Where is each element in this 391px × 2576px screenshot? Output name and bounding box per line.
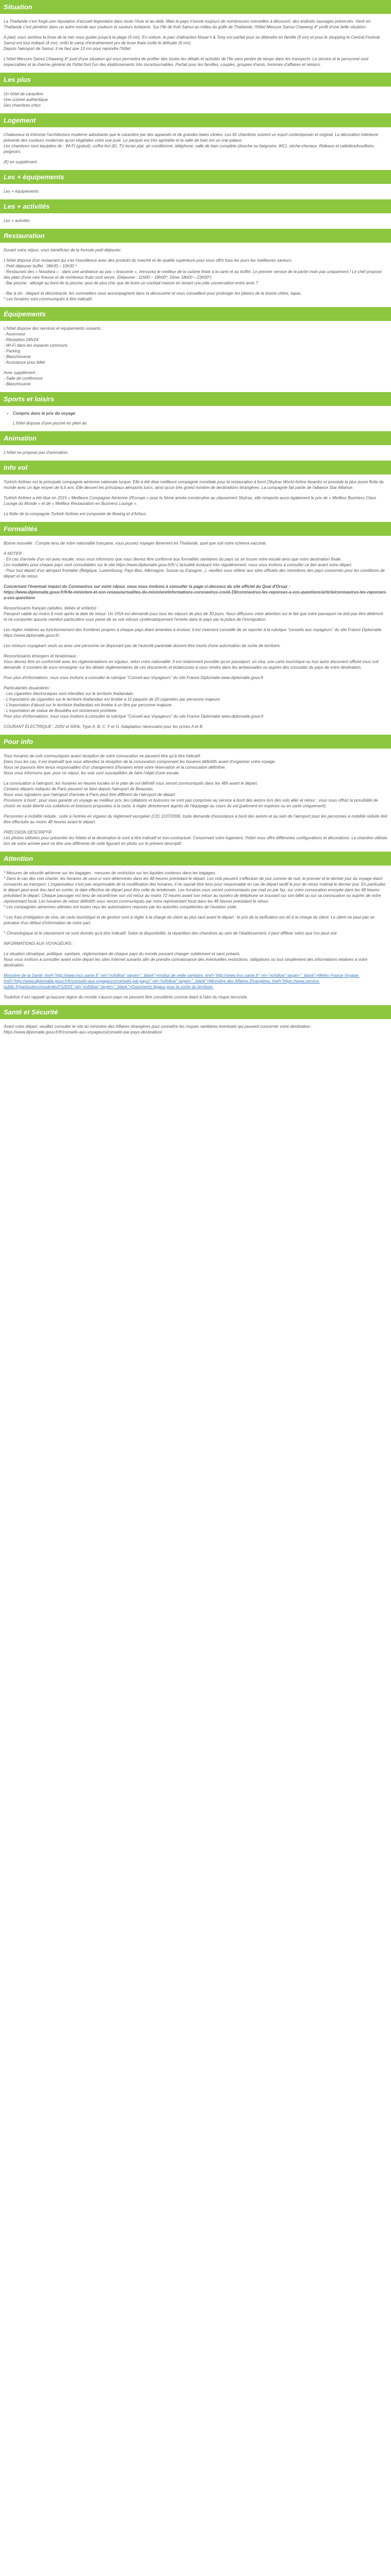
plus-items: Un hôtel de caractère Une cuisine authentique Des chambres chics — [4, 92, 48, 108]
formalites-paragraph-6: Les mineurs voyageant seuls ou avec une personne ne disposant pas de l'autorité parentale doivent être munis d'une autorisation de sortie de territoire. — [4, 643, 281, 648]
section-header-equipements: Équipements — [0, 307, 391, 321]
section-header-restauration: Restauration — [0, 229, 391, 243]
formalites-paragraph-1: Bonne nouvelle : Compte tenu de votre nationalité française, vous pouvez voyager librement en Thaïlande, quel que soit votre schéma vaccinal. — [4, 541, 267, 546]
section-body-restauration — [0, 243, 391, 307]
section-body-animation — [0, 445, 391, 461]
section-header-attention: Attention — [0, 852, 391, 866]
equipements-paragraph-1: L'hôtel dispose des services et équipements suivants : - Ascenseur - Réception 24h/24 - Wi-Fi dans les espaces communs - Parking - Blanchisserie - Assistance pour billet — [4, 326, 103, 365]
section-header-animation: Animation — [0, 431, 391, 445]
attention-paragraph-1: * Mesures de sécurité aérienne sur les bagages : mesures de restriction sur les liquides contenus dans les bagages. * Dans le cas des vols charter, les horaires de ceux-ci sont déterminés dans les 48 heures précédant le départ. Les vols peuvent s'effectuer de jour comme de nuit, le premier et le dernier jour du voyage étant consacrés au transport. L'organisateur n'est pas responsable de la modification des horaires, il ne saurait être tenu pour responsable en cas de départ tardif le jour de retour matinal le dernier jour. En particulier, le départ peut avoir lieu tard en soirée, la date effective de départ peut être celle du lendemain. Les horaires vous seront communiqués par mail ou par fax, sur votre convocation envoyée dans les 48 heures précédant le départ. Chaque passager est tenu de reconfirmer son vol retour au moins 72 heures avant son retour au numéro de téléphone se trouvant sur son billet ou sur sa convocation ou auprès de notre représentant local. Les horaires de retour définitifs vous seront communiqués par notre représentant local dans les 48 heures précédant le retour. * Les compagnies aériennes utilisées ont toutes reçu les autorisations requises par les autorités compétentes de l'aviation civile. — [4, 871, 386, 909]
vol-paragraph-3: La flotte de la compagnie Turkish Airlines est composée de Boeing et d'Airbus. — [4, 512, 147, 516]
pourinfo-paragraph-1: Tous horaires de vols communiqués avant réception de votre convocation ne peuvent être qu'à titre indicatif. Dans tous les cas, il est impératif que vous attendiez la réception de la convocation comprenant les horaires définitifs avant d'organiser votre voyage. Nous ne pouvons être tenus responsables d'un changement d'horaires entre votre réservation et la convocation définitive. Nous vous informons que, pour ce séjour, les vols sont susceptibles de faire l'objet d'une escale. — [4, 754, 276, 775]
section-header-sports: Sports et loisirs — [0, 392, 391, 406]
logement-paragraph-2: (€) en supplément — [4, 160, 37, 164]
formalites-paragraph-2: A NOTER : - En cas d'arrivée d'un vol avec escale, nous vous informons que vous devrez être conforme aux formalités sanitaires du pays où se trouve votre escale ainsi que votre destination finale. Les modalités pour chaque pays sont consultables sur le site https://www.diplomatie.gouv.fr/fr/ L'actualité évoluant très régulièrement, nous vous invitons à consulter ce lien avant votre départ. - Pour tout départ d'un aéroport frontalier (Belgique, Luxembourg, Pays-Bas, Allemagne, Suisse ou Espagne...), veuillez vous référer aux sites officiels des ministères des pays concernés pour les conditions de départ et de retour. — [4, 551, 385, 579]
formalites-paragraph-7: Ressortissants étrangers et binationaux : Vous devrez être en conformité avec les réglementations en vigueur, selon votre nationalité. Il est notamment possible qu'un passeport, un visa, une carte touristique ou tout autre document officiel vous soit demandé. Il convient de vous renseigner sur les détails réglementaires de ces documents et éclaircissez à vous rendre dans les ambassades ou auprès des consulats du pays de votre destination. — [4, 654, 379, 670]
section-body-attention — [0, 866, 391, 1005]
section-body-plus-equipements — [0, 184, 391, 199]
attention-links-paragraph[interactable]: Ministère de la Santé: href="http://www.mcs.sante.fr" rel="nofollow" target="_blank">Institut de veille sanitaire, href="http://www.invs.sante.fr" rel="nofollow" target="_blank">Météo France Voyage, href="http://www.diplomatie.gouv.fr/fr/conseils-aux-voyageurs/conseils-par-pays/" rel="nofollow" target="_blank">Ministère des Affaires Étrangères, href="https://www.service-public.fr/particuliers/vosdroits/F32833" rel="nofollow" target="_blank">Documents légaux pour la sortie du territoire. — [4, 973, 360, 989]
section-logement — [0, 113, 391, 170]
attention-paragraph-4: INFORMATIONS AUX VOYAGEURS : — [4, 941, 74, 946]
section-body-formalites — [0, 536, 391, 735]
formalites-paragraph-10: COURANT ÉLECTRIQUE : 220V et 50Hz. Type A, B, C, F et O. Adaptateur nécessaire pour les prises A et B. — [4, 724, 204, 729]
animation-paragraph-1: L'hôtel ne propose pas d'animation. — [4, 450, 69, 455]
section-attention — [0, 852, 391, 1005]
section-body-plus-activites — [0, 213, 391, 229]
section-header-situation: Situation — [0, 0, 391, 14]
section-header-plus-equipements: Les + équipements — [0, 170, 391, 184]
sante-paragraph-1: Avant votre départ, veuillez consulter le site du ministère des Affaires étrangères pour connaître les risques sanitaires éventuels qui peuvent concerner votre destination : https://www.diplomatie.gouv.fr/fr/conseils-aux-voyageurs/conseils-par-pays-destination/ — [4, 1024, 313, 1035]
situation-paragraph-2: A pied, vous sentirez la brise de la mer vous guider jusqu'à la plage (5 mn). En voiture, le parc d'attraction Nouer's & Tony est parfait pour se détendre en famille (9 mn) et pour le shopping le Central Festival Samui est tout indiqué (4 mn), enfin le camp d'entraînement pro de boxe thaïe invite le défouler (6 mn). Depuis l'aéroport de Samui, il ne faut que 13 mn pour rejoindre l'hôtel. — [4, 35, 380, 51]
restauration-paragraph-1: Durant votre séjour, vous bénéficiez de la formule petit-déjeuner. — [4, 248, 122, 252]
vol-paragraph-1: Turkish Airlines est la principale compagnie aérienne nationale turque. Elle a été élue meilleure compagnie mondiale pour la restauration à bord (Skytrax World Airline Awards) et possède la plus jeune flotte du monde avec un âge moyen de 6,5 ans. Elle dessert les principaux aéroports turcs, ainsi qu'un très grand nombre de destinations étrangères. La compagnie fait partie de l'alliance Star Alliance. — [4, 480, 384, 490]
situation-paragraph-1: La Thaïlande s'est forgé une réputation d'accueil légendaire dans toute l'Asie et au-delà. Mais le pays n'existe toujours de nombreuses merveilles à découvrir, des endroits sauvages préservés. Venir en Thaïlande c'est pénétrer dans un autre monde aux couleurs et saveurs éclatants. Sur l'île de Koh Samui au milieu du golfe de Thaïlande, l'hôtel Mercure Samui Chaweng 4* profil d'une belle situation. — [4, 19, 371, 29]
section-body-sante — [0, 1019, 391, 1040]
section-sante — [0, 1005, 391, 1040]
equipements-paragraph-2: Avec supplément : - Salle de conférence - Blanchisserie — [4, 370, 43, 386]
section-body-situation — [0, 14, 391, 73]
pourinfo-paragraph-4: PRÉCISION DESCRIPTIF Les photos utilisées pour présenter les hôtels et la destination le sont à titre indicatif et non-contractuel. Concernant votre logement, l'hôtel vous offre différentes configurations et décorations. La chambre utilisée lors de votre arrivée peut ne être une différente de celle figurant en photo sur le présent descriptif. — [4, 830, 387, 846]
section-restauration — [0, 229, 391, 307]
section-header-sante: Santé et Sécurité — [0, 1005, 391, 1019]
section-animation — [0, 431, 391, 461]
plus-activites-text: Les + activités — [4, 218, 30, 223]
formalites-paragraph-5: Les règles relatives au fonctionnement des frontières propres à chaque pays étant amenées à évoluer, il est vivement conseillé de se reporter à la rubrique "conseils aux voyageurs" du site France Diplomatie. https://www.diplomatie.gouv.fr/ — [4, 628, 383, 638]
section-body-info-vol — [0, 474, 391, 522]
formalites-covid-paragraph: Concernant l'éventuel impact du Coronavirus sur votre séjour, nous vous invitons à consulter la page ci-dessous du site officiel du Quai d'Orsay : https://www.diplomatie.gouv.fr/fr/le-ministere-et-son-reseau/actualites-du-ministere/informations-coronavirus-covid-19/coronavirus-les-reponses-a-vos-questions/article/coronavirus-les-reponses-a-vos-questions — [4, 584, 387, 600]
formalites-paragraph-8: Pour plus d'informations, vous vous invitons à consulter la rubrique "Conseil aux Voyageurs" du site France Diplomatie www.diplomatie.gouv.fr — [4, 675, 264, 680]
vol-paragraph-2: Turkish Airlines a été élue en 2015 « Meilleure Compagnie Aérienne d'Europe » pour la 5ème année consécutive au classement Skytrax, elle remporte aussi également le prix de « Meilleur Business Class Lounge du Monde » et de « Meilleur Restauration en Business Lounge ». — [4, 496, 377, 506]
section-header-plus: Les plus — [0, 73, 391, 87]
section-plus-equipements — [0, 170, 391, 199]
attention-paragraph-5: La situation climatique, politique, sanitaire, réglementaire de chaque pays du monde pouvant changer subitement et sans préavis. Nous vous invitons à consulter avant votre départ les sites Internet suivants afin de prendre connaissance des éventuelles restrictions, obligations ou tout simplement des informations relatives à votre destination. — [4, 952, 368, 968]
formalites-paragraph-9: Particularités douanières : - Les cigarettes électroniques sont interdites sur le territoire thaïlandais. - L'importation de cigarettes sur le territoire thaïlandais est limitée à 10 paquets de 20 cigarettes par personne majeure. - L'importation d'alcool sur le territoire thaïlandais est limitée à un litre par personne majeure. - L'exportation de statue de Bouddha est strictement prohibée. Pour plus d'informations, nous vous invitons à consulter la rubrique "Conseil aux Voyageurs" du site France Diplomatie www.diplomatie.gouv.fr — [4, 686, 264, 719]
formalites-paragraph-4: Ressortissants français (adultes, bébés et enfants) : Passport valide au moins 6 mois après la date de retour. Un VISA est demandé pour tous les séjours de plus de 30 jours. Nous diffusons votre attention sur le fait que votre passeport ne doit pas être détérioré et ne comporter aucune mention particulière sous peine de se voir refuser systématiquement l'entrée dans le pays par la police de l'immigration. — [4, 606, 383, 622]
attention-paragraph-7: Toutefois il est rappelé qu'aucune région du monde n'aucun pays ne peuvent être considérés comme étant à l'abri du risque terroriste. — [4, 995, 248, 999]
section-header-logement: Logement — [0, 113, 391, 127]
pourinfo-paragraph-3: Personnes à mobilité réduite : suite à l'entrée en vigueur du règlement européen (CE) 1107/2006, toute demande d'assistance à bord des avions et au sein de l'aéroport pour les personnes à mobilité réduite doit être effectuée au moins 48 heures avant le départ. — [4, 814, 387, 824]
sports-included-bullet: • Compris dans le prix du voyage — [13, 411, 387, 416]
restauration-paragraph-3: - Bar à vin : élégant et décontracté, les sommeliers vous accompagnent dans la découverte et vous conseillent pour prolonger les plaisirs de la bonne chère, tapas. * Les horaires sont communiqués à titre indicatif. — [4, 291, 302, 301]
section-formalites — [0, 522, 391, 735]
section-sports — [0, 392, 391, 431]
section-plus — [0, 73, 391, 113]
section-header-formalites: Formalités — [0, 522, 391, 536]
section-body-sports — [0, 406, 391, 431]
section-plus-activites — [0, 199, 391, 229]
section-pour-info — [0, 735, 391, 852]
section-header-info-vol: Info vol — [0, 461, 391, 474]
section-body-equipements — [0, 321, 391, 392]
section-body-pour-info — [0, 749, 391, 852]
sports-paragraph-1: L'hôtel dispose d'une piscine en plein air. — [13, 421, 88, 426]
section-info-vol — [0, 461, 391, 522]
attention-paragraph-2: * Les frais d'obligation de visa, de carte touristique et de gestion sont à régler à la charge du client au plus tard avant le départ ; le prix de la tarification est dû à la charge du client. Le client ne peut pas se prévaloir d'un défaut d'information de notre part. — [4, 915, 374, 925]
section-body-logement — [0, 127, 391, 170]
section-situation — [0, 0, 391, 73]
plus-equipements-text: Les + équipements — [4, 189, 39, 194]
section-body-plus — [0, 87, 391, 113]
section-header-pour-info: Pour info — [0, 735, 391, 749]
restauration-paragraph-2: L'hôtel dispose d'un restaurant qui s'ex l'excellence avec des produits du marché et de qualité supérieure pour vous offrir tous les jours les meilleures saveurs. - Petit déjeuner buffet : 06h30 – 10h30 * - Restaurant des « Noodsea » : dans une ambiance au pas « brasserie », retrouvez le meilleur de la cuisine thaïe à la carte et au buffet. Le premier service de la partie mais pas uniquement ! Le chef propose des plats d'une rare finesse et de nombreux fruits sont servis. (Déjeuner : 11h00 – 18h00*, Dîner 18h00 – 23h00*) - Bar piscine : allongé au bord de la piscine, quoi de plus chic que de boire un cocktail maison en tenant une jolie conversation entre amis ? — [4, 258, 382, 285]
attention-paragraph-3: * Chronologique et le classement ne sont donnés qu'à titre indicatif. Selon la disponibilité, la répartition des chambres au sein de l'établissement, il peut différer selon que l'on peut voir. — [4, 931, 338, 936]
sports-list — [13, 411, 387, 416]
section-equipements — [0, 307, 391, 392]
pourinfo-paragraph-2: La convocation à l'aéroport, les horaires en heures locales et le plan de vol définitif vous seront communiqués dans les 48h avant le départ. Certains départs indiqués de Paris peuvent se faire depuis l'aéroport de Beauvais. Nous vous signalons que l'aéroport d'arrivée à Paris peut être différent de l'aéroport de départ. Provisions à bord : pour vous garantir un voyage au meilleur prix, les collations et boissons ne sont pas comprises au service à bord des avions lors des vols aller et retour ; vous vous offrez la possibilité de choisir en toute liberté vos collations et boissons proposées à la carte, à régler directement auprès de l'équipage au cours du vol (paiement en espèces ou en carte uniquement). — [4, 781, 378, 808]
situation-paragraph-3: L'hôtel Mercure Samui Chaweng 4* jouit d'une situation qui vous permettra de profiter des toutes les détails et activités de l'île sans perdre de temps dans les transports. Le service et le personnel sont impeccables et la charme général de l'hôtel font l'un des établissements très incontournables. Parfait pour les familles, couples, groupes d'amis, hommes d'affaires et séniors. — [4, 57, 369, 67]
logement-paragraph-1: Chaleureux et intimiste l'architecture moderne adoubante que le caractère par des appareils et de grandes baies vitrées. Les 81 chambres suivent un esprit contemporain et original. La décoration intérieure présente des couleurs modernes qu'un végétales votre vue joué. Le parquet est très agréable et la salle de bain est un vrai palace. Les chambres sont équipées de : Wi-Fi (gratuit), coffre-fort (€), TV écran plat, air conditionné, téléphone, salle de bain complète (douche ou baignoire, WC), sèche-cheveux. Rideaux et cafetière/bouilloire, peignoirs. — [4, 132, 379, 154]
section-header-plus-activites: Les + activités — [0, 199, 391, 213]
